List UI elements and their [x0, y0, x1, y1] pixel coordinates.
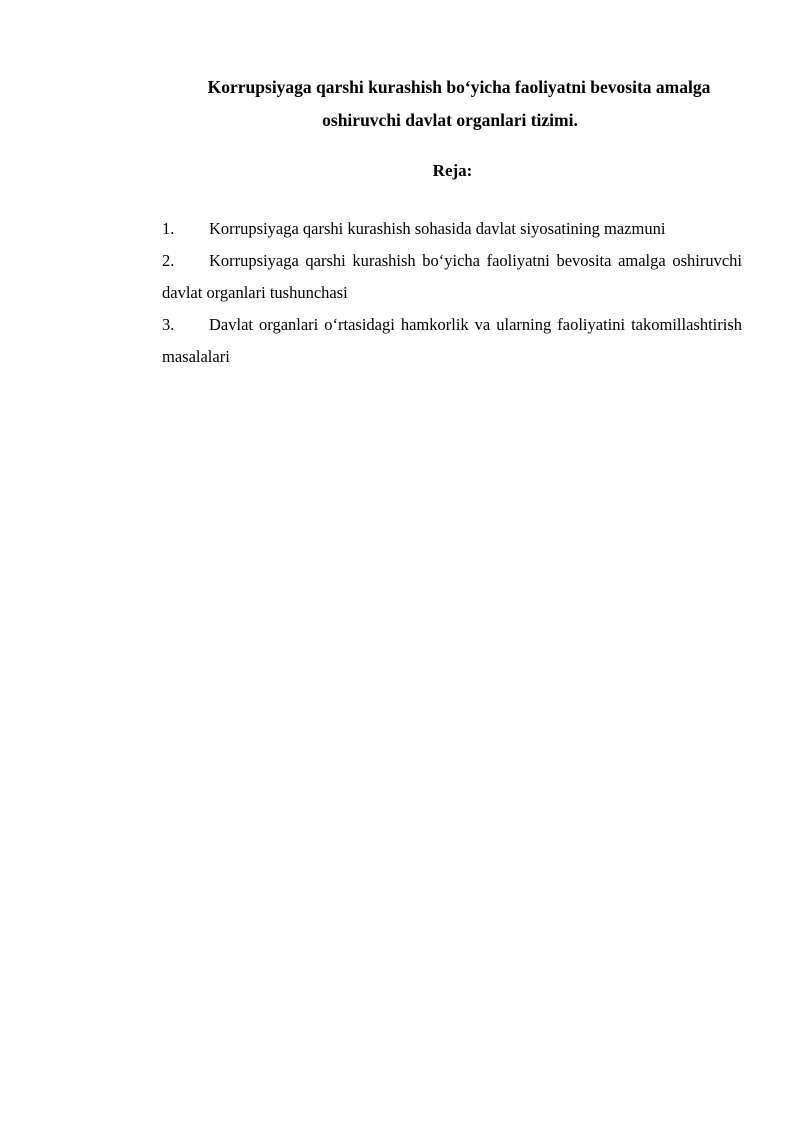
- plan-list: [162, 213, 742, 373]
- plan-item-text: Korrupsiyaga qarshi kurashish sohasida davlat siyosatining mazmuni: [209, 219, 666, 238]
- document-title-line-1: Korrupsiyaga qarshi kurashish bo‘yicha faoliyatni bevosita amalga: [207, 77, 711, 97]
- plan-item-number: 1.: [162, 219, 175, 238]
- plan-item-number: 3.: [162, 315, 175, 334]
- plan-item-2: [162, 245, 742, 309]
- document-title-line-2: oshiruvchi davlat organlari tizimi.: [322, 110, 578, 130]
- plan-heading: Reja:: [432, 161, 473, 180]
- plan-item-number: 2.: [162, 251, 175, 270]
- plan-item-3: [162, 309, 742, 373]
- plan-item-1: [162, 213, 742, 245]
- plan-item-text: Korrupsiyaga qarshi kurashish bo‘yicha faoliyatni bevosita amalga oshiruvchi davlat organlari tushunchasi: [162, 251, 742, 302]
- plan-item-text: Davlat organlari o‘rtasidagi hamkorlik va ularning faoliyatini takomillashtirish masalalari: [162, 315, 742, 366]
